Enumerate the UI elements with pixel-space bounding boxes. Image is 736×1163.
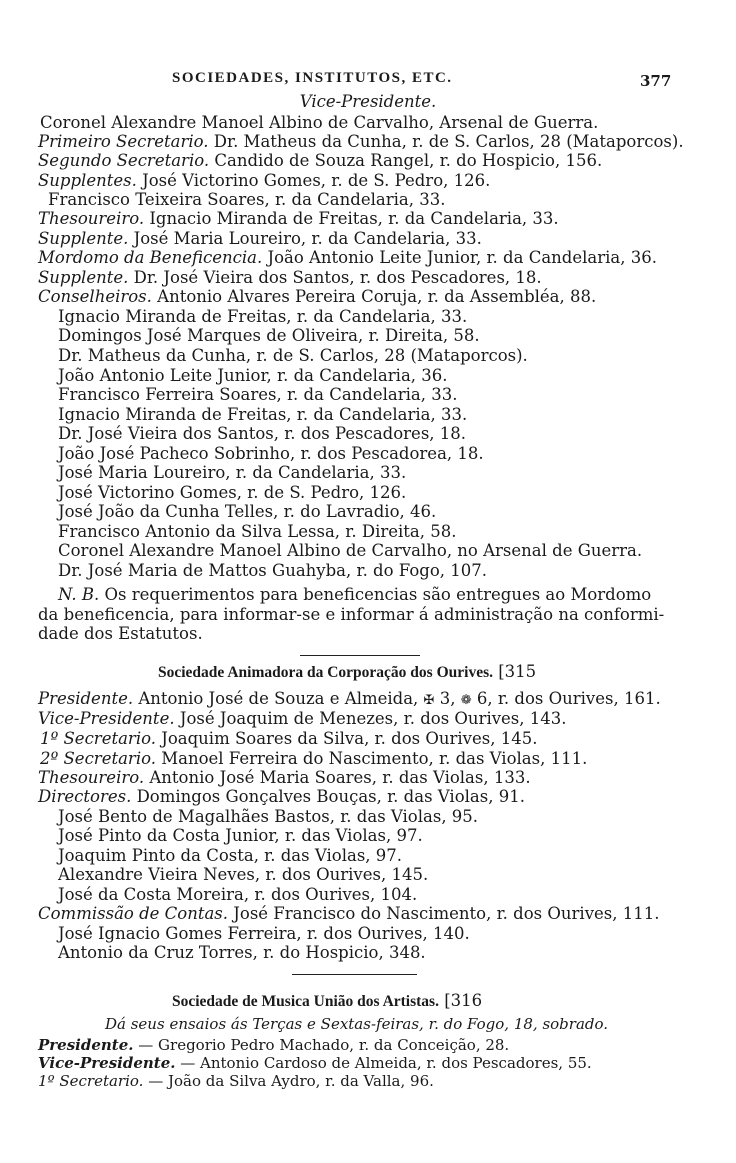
nota-bene-line: dade dos Estatutos. — [38, 624, 203, 643]
page-number: 377 — [640, 72, 672, 90]
section-divider — [300, 655, 420, 656]
list-item: Vice-Presidente. — Antonio Cardoso de Almeida, r. dos Pescadores, 55. — [38, 1054, 592, 1072]
list-item: Coronel Alexandre Manoel Albino de Carvalho, no Arsenal de Guerra. — [58, 541, 643, 560]
list-item: Commissão de Contas. José Francisco do Nascimento, r. dos Ourives, 111. — [38, 904, 660, 923]
list-item: Thesoureiro. Antonio José Maria Soares, r. das Violas, 133. — [38, 768, 531, 787]
list-item: 1º Secretario. Joaquim Soares da Silva, r. dos Ourives, 145. — [40, 729, 538, 748]
section-subtitle: Dá seus ensaios ás Terças e Sextas-feiras, r. do Fogo, 18, sobrado. — [105, 1015, 609, 1033]
list-item: Ignacio Miranda de Freitas, r. da Candelaria, 33. — [58, 405, 468, 424]
list-item: José da Costa Moreira, r. dos Ourives, 104. — [58, 885, 418, 904]
list-item: Francisco Antonio da Silva Lessa, r. Direita, 58. — [58, 522, 457, 541]
list-item: Dr. Matheus da Cunha, r. de S. Carlos, 28 (Mataporcos). — [58, 346, 528, 365]
list-item: Presidente. — Gregorio Pedro Machado, r. da Conceição, 28. — [38, 1036, 510, 1054]
list-item: Thesoureiro. Ignacio Miranda de Freitas, r. da Candelaria, 33. — [38, 209, 559, 228]
list-item: Coronel Alexandre Manoel Albino de Carvalho, Arsenal de Guerra. — [40, 113, 599, 132]
list-item: José Ignacio Gomes Ferreira, r. dos Ourives, 140. — [58, 924, 470, 943]
list-item: Segundo Secretario. Candido de Souza Rangel, r. do Hospicio, 156. — [38, 151, 603, 170]
list-item: José Victorino Gomes, r. de S. Pedro, 126. — [58, 483, 407, 502]
vice-presidente-heading: Vice-Presidente. — [299, 92, 437, 111]
list-item: Vice-Presidente. José Joaquim de Menezes, r. dos Ourives, 143. — [38, 709, 567, 728]
list-item: Supplentes. José Victorino Gomes, r. de S. Pedro, 126. — [38, 171, 491, 190]
list-item: 1º Secretario. — João da Silva Aydro, r. da Valla, 96. — [38, 1072, 434, 1090]
nota-bene-line: da beneficencia, para informar-se e informar á administração na conformi- — [38, 605, 665, 624]
running-title: SOCIEDADES, INSTITUTOS, ETC. — [172, 70, 453, 86]
list-item: Antonio da Cruz Torres, r. do Hospicio, 348. — [58, 943, 426, 962]
section-divider — [292, 974, 417, 975]
section-title: Sociedade Animadora da Corporação dos Ourives. [315 — [158, 662, 537, 681]
list-item: Domingos José Marques de Oliveira, r. Direita, 58. — [58, 326, 480, 345]
list-item: Dr. José Maria de Mattos Guahyba, r. do Fogo, 107. — [58, 561, 487, 580]
list-item: Ignacio Miranda de Freitas, r. da Candelaria, 33. — [58, 307, 468, 326]
list-item: Mordomo da Beneficencia. João Antonio Leite Junior, r. da Candelaria, 36. — [38, 248, 657, 267]
list-item: Supplente. José Maria Loureiro, r. da Candelaria, 33. — [38, 229, 482, 248]
list-item: José Pinto da Costa Junior, r. das Violas, 97. — [58, 826, 423, 845]
list-item: Joaquim Pinto da Costa, r. das Violas, 97. — [58, 846, 403, 865]
section-title: Sociedade de Musica União dos Artistas. [316 — [172, 991, 483, 1010]
list-item: José Bento de Magalhães Bastos, r. das Violas, 95. — [58, 807, 479, 826]
list-item: Francisco Ferreira Soares, r. da Candelaria, 33. — [58, 385, 458, 404]
list-item: Francisco Teixeira Soares, r. da Candelaria, 33. — [48, 190, 446, 209]
nota-bene: N. B. Os requerimentos para beneficencias são entregues ao Mordomo — [58, 585, 652, 604]
list-item: Presidente. Antonio José de Souza e Almeida, ✠ 3, ❁ 6, r. dos Ourives, 161. — [38, 689, 661, 708]
rose-icon: ❁ — [460, 693, 472, 708]
list-item: Conselheiros. Antonio Alvares Pereira Coruja, r. da Assembléa, 88. — [38, 287, 597, 306]
list-item: José João da Cunha Telles, r. do Lavradio, 46. — [58, 502, 437, 521]
list-item: Supplente. Dr. José Vieira dos Santos, r. dos Pescadores, 18. — [38, 268, 542, 287]
list-item: Primeiro Secretario. Dr. Matheus da Cunha, r. de S. Carlos, 28 (Mataporcos). — [38, 132, 684, 151]
list-item: 2º Secretario. Manoel Ferreira do Nascimento, r. das Violas, 111. — [40, 749, 588, 768]
list-item: Alexandre Vieira Neves, r. dos Ourives, 145. — [58, 865, 429, 884]
list-item: Dr. José Vieira dos Santos, r. dos Pescadores, 18. — [58, 424, 467, 443]
list-item: José Maria Loureiro, r. da Candelaria, 33. — [58, 463, 407, 482]
list-item: Directores. Domingos Gonçalves Bouças, r. das Violas, 91. — [38, 787, 525, 806]
list-item: João Antonio Leite Junior, r. da Candelaria, 36. — [58, 366, 448, 385]
cross-icon: ✠ — [423, 693, 435, 708]
list-item: João José Pacheco Sobrinho, r. dos Pescadorea, 18. — [58, 444, 484, 463]
